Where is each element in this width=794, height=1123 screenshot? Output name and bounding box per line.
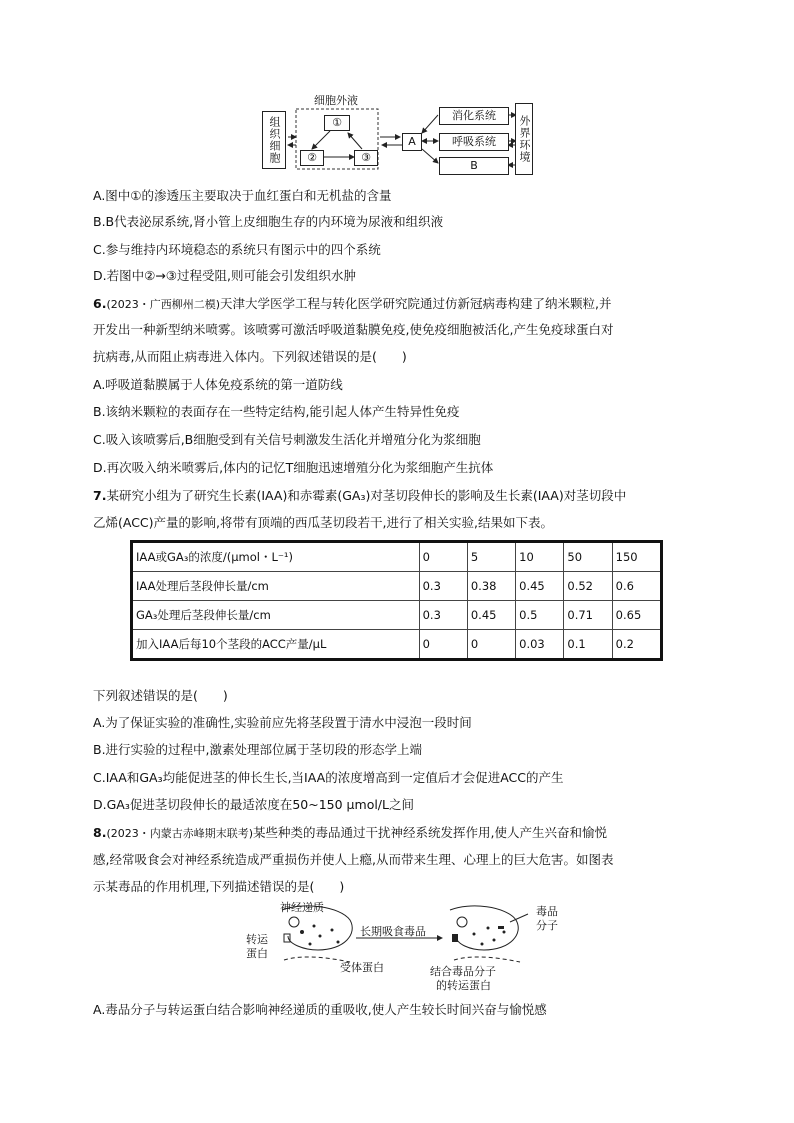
neurotransmitter-label: 神经递质 bbox=[280, 901, 324, 914]
q6-stem-line-1 bbox=[93, 296, 612, 313]
extracellular-fluid-label: 细胞外液 bbox=[314, 94, 358, 107]
table-cell: 0 bbox=[467, 630, 515, 660]
table-cell: GA₃处理后茎段伸长量/cm bbox=[132, 601, 420, 630]
table-cell: 0.3 bbox=[419, 572, 467, 601]
q7-option-b: B.进行实验的过程中,激素处理部位属于茎切段的形态学上端 bbox=[93, 742, 423, 757]
tissue-cells-box: 组织细胞 bbox=[262, 111, 286, 169]
long-term-drug-label: 长期吸食毒品 bbox=[360, 925, 426, 938]
drug-molecule-label-2: 分子 bbox=[536, 919, 558, 932]
node-3: ③ bbox=[354, 150, 378, 166]
q8-stem-line-3: 示某毒品的作用机理,下列描述错误的是( ) bbox=[93, 879, 345, 894]
table-cell: 50 bbox=[564, 542, 612, 572]
q7-option-d: D.GA₃促进茎切段伸长的最适浓度在50~150 μmol/L之间 bbox=[93, 797, 414, 812]
q6-option-a: A.呼吸道黏膜属于人体免疫系统的第一道防线 bbox=[93, 377, 343, 392]
table-cell: 0.1 bbox=[564, 630, 612, 660]
table-row bbox=[132, 572, 662, 601]
q7-option-a: A.为了保证实验的准确性,实验前应先将茎段置于清水中浸泡一段时间 bbox=[93, 715, 472, 730]
q7-stem-text-1: 某研究小组为了研究生长素(IAA)和赤霉素(GA₃)对茎切段伸长的影响及生长素(IAA)对茎切段中 bbox=[106, 488, 627, 503]
q6-option-c: C.吸入该喷雾后,B细胞受到有关信号刺激发生活化并增殖分化为浆细胞 bbox=[93, 432, 481, 447]
drug-mechanism-diagram bbox=[244, 900, 574, 992]
q7-number: 7. bbox=[93, 488, 107, 503]
table-cell: 5 bbox=[467, 542, 515, 572]
q7-option-c: C.IAA和GA₃均能促进茎的伸长生长,当IAA的浓度增高到一定值后才会促进ACC的产生 bbox=[93, 770, 564, 785]
table-cell: IAA或GA₃的浓度/(μmol・L⁻¹) bbox=[132, 542, 420, 572]
q6-option-d: D.再次吸入纳米喷雾后,体内的记忆T细胞迅速增殖分化为浆细胞产生抗体 bbox=[93, 460, 494, 475]
transporter-label-1: 转运 bbox=[246, 933, 268, 946]
table-cell: 0.6 bbox=[612, 572, 661, 601]
q6-stem-text-1: 天津大学医学工程与转化医学研究院通过仿新冠病毒构建了纳米颗粒,并 bbox=[220, 296, 612, 311]
table-row bbox=[132, 601, 662, 630]
table-cell: 10 bbox=[516, 542, 564, 572]
homeostasis-diagram bbox=[262, 93, 532, 175]
respiratory-system-box: 呼吸系统 bbox=[439, 133, 509, 151]
node-a: A bbox=[402, 133, 422, 151]
q5-option-d: D.若图中②→③过程受阻,则可能会引发组织水肿 bbox=[93, 268, 356, 283]
node-b: B bbox=[439, 157, 509, 175]
q6-stem-line-2: 开发出一种新型纳米喷雾。该喷雾可激活呼吸道黏膜免疫,使免疫细胞被活化,产生免疫球蛋白对 bbox=[93, 322, 614, 337]
table-cell: 0.2 bbox=[612, 630, 661, 660]
table-cell: 0 bbox=[419, 542, 467, 572]
node-2: ② bbox=[300, 150, 324, 166]
table-cell: IAA处理后茎段伸长量/cm bbox=[132, 572, 420, 601]
table-cell: 150 bbox=[612, 542, 661, 572]
bound-transporter-label-1: 结合毒品分子 bbox=[430, 965, 496, 978]
bound-transporter-label-2: 的转运蛋白 bbox=[436, 979, 491, 992]
table-cell: 0.45 bbox=[516, 572, 564, 601]
table-cell: 0.52 bbox=[564, 572, 612, 601]
receptor-protein-label: 受体蛋白 bbox=[340, 961, 384, 974]
table-cell: 加入IAA后每10个茎段的ACC产量/μL bbox=[132, 630, 420, 660]
q8-source: (2023・内蒙古赤峰期末联考) bbox=[106, 827, 254, 840]
table-cell: 0.45 bbox=[467, 601, 515, 630]
table-cell: 0.38 bbox=[467, 572, 515, 601]
external-environment-box: 外界环境 bbox=[515, 103, 533, 175]
q7-stem-line-1 bbox=[93, 488, 626, 504]
q6-option-b: B.该纳米颗粒的表面存在一些特定结构,能引起人体产生特异性免疫 bbox=[93, 404, 460, 419]
q6-source: (2023・广西柳州二模) bbox=[106, 298, 221, 311]
q8-stem-text-1: 某些种类的毒品通过干扰神经系统发挥作用,使人产生兴奋和愉悦 bbox=[253, 825, 608, 840]
table-cell: 0.03 bbox=[516, 630, 564, 660]
table-row bbox=[132, 630, 662, 660]
q8-stem-line-2: 感,经常吸食会对神经系统造成严重损伤并使人上瘾,从而带来生理、心理上的巨大危害。如图表 bbox=[93, 852, 614, 867]
transporter-label-2: 蛋白 bbox=[246, 947, 268, 960]
q8-option-a: A.毒品分子与转运蛋白结合影响神经递质的重吸收,使人产生较长时间兴奋与愉悦感 bbox=[93, 1002, 547, 1017]
table-row bbox=[132, 542, 662, 572]
table-cell: 0 bbox=[419, 630, 467, 660]
digestive-system-box: 消化系统 bbox=[439, 107, 509, 125]
table-cell: 0.3 bbox=[419, 601, 467, 630]
q8-number: 8. bbox=[93, 825, 107, 840]
q5-option-b: B.B代表泌尿系统,肾小管上皮细胞生存的内环境为尿液和组织液 bbox=[93, 214, 444, 229]
q7-data-table bbox=[130, 540, 663, 661]
q7-question: 下列叙述错误的是( ) bbox=[93, 688, 228, 703]
table-cell: 0.71 bbox=[564, 601, 612, 630]
q5-option-c: C.参与维持内环境稳态的系统只有图示中的四个系统 bbox=[93, 242, 381, 257]
q6-stem-line-3: 抗病毒,从而阻止病毒进入体内。下列叙述错误的是( ) bbox=[93, 349, 407, 364]
drug-molecule-label-1: 毒品 bbox=[536, 905, 558, 918]
table-cell: 0.65 bbox=[612, 601, 661, 630]
q6-number: 6. bbox=[93, 296, 107, 311]
table-cell: 0.5 bbox=[516, 601, 564, 630]
q5-option-a: A.图中①的渗透压主要取决于血红蛋白和无机盐的含量 bbox=[93, 188, 392, 203]
q8-stem-line-1 bbox=[93, 825, 607, 842]
q7-stem-line-2: 乙烯(ACC)产量的影响,将带有顶端的西瓜茎切段若干,进行了相关实验,结果如下表。 bbox=[93, 515, 553, 530]
node-1: ① bbox=[324, 115, 350, 131]
